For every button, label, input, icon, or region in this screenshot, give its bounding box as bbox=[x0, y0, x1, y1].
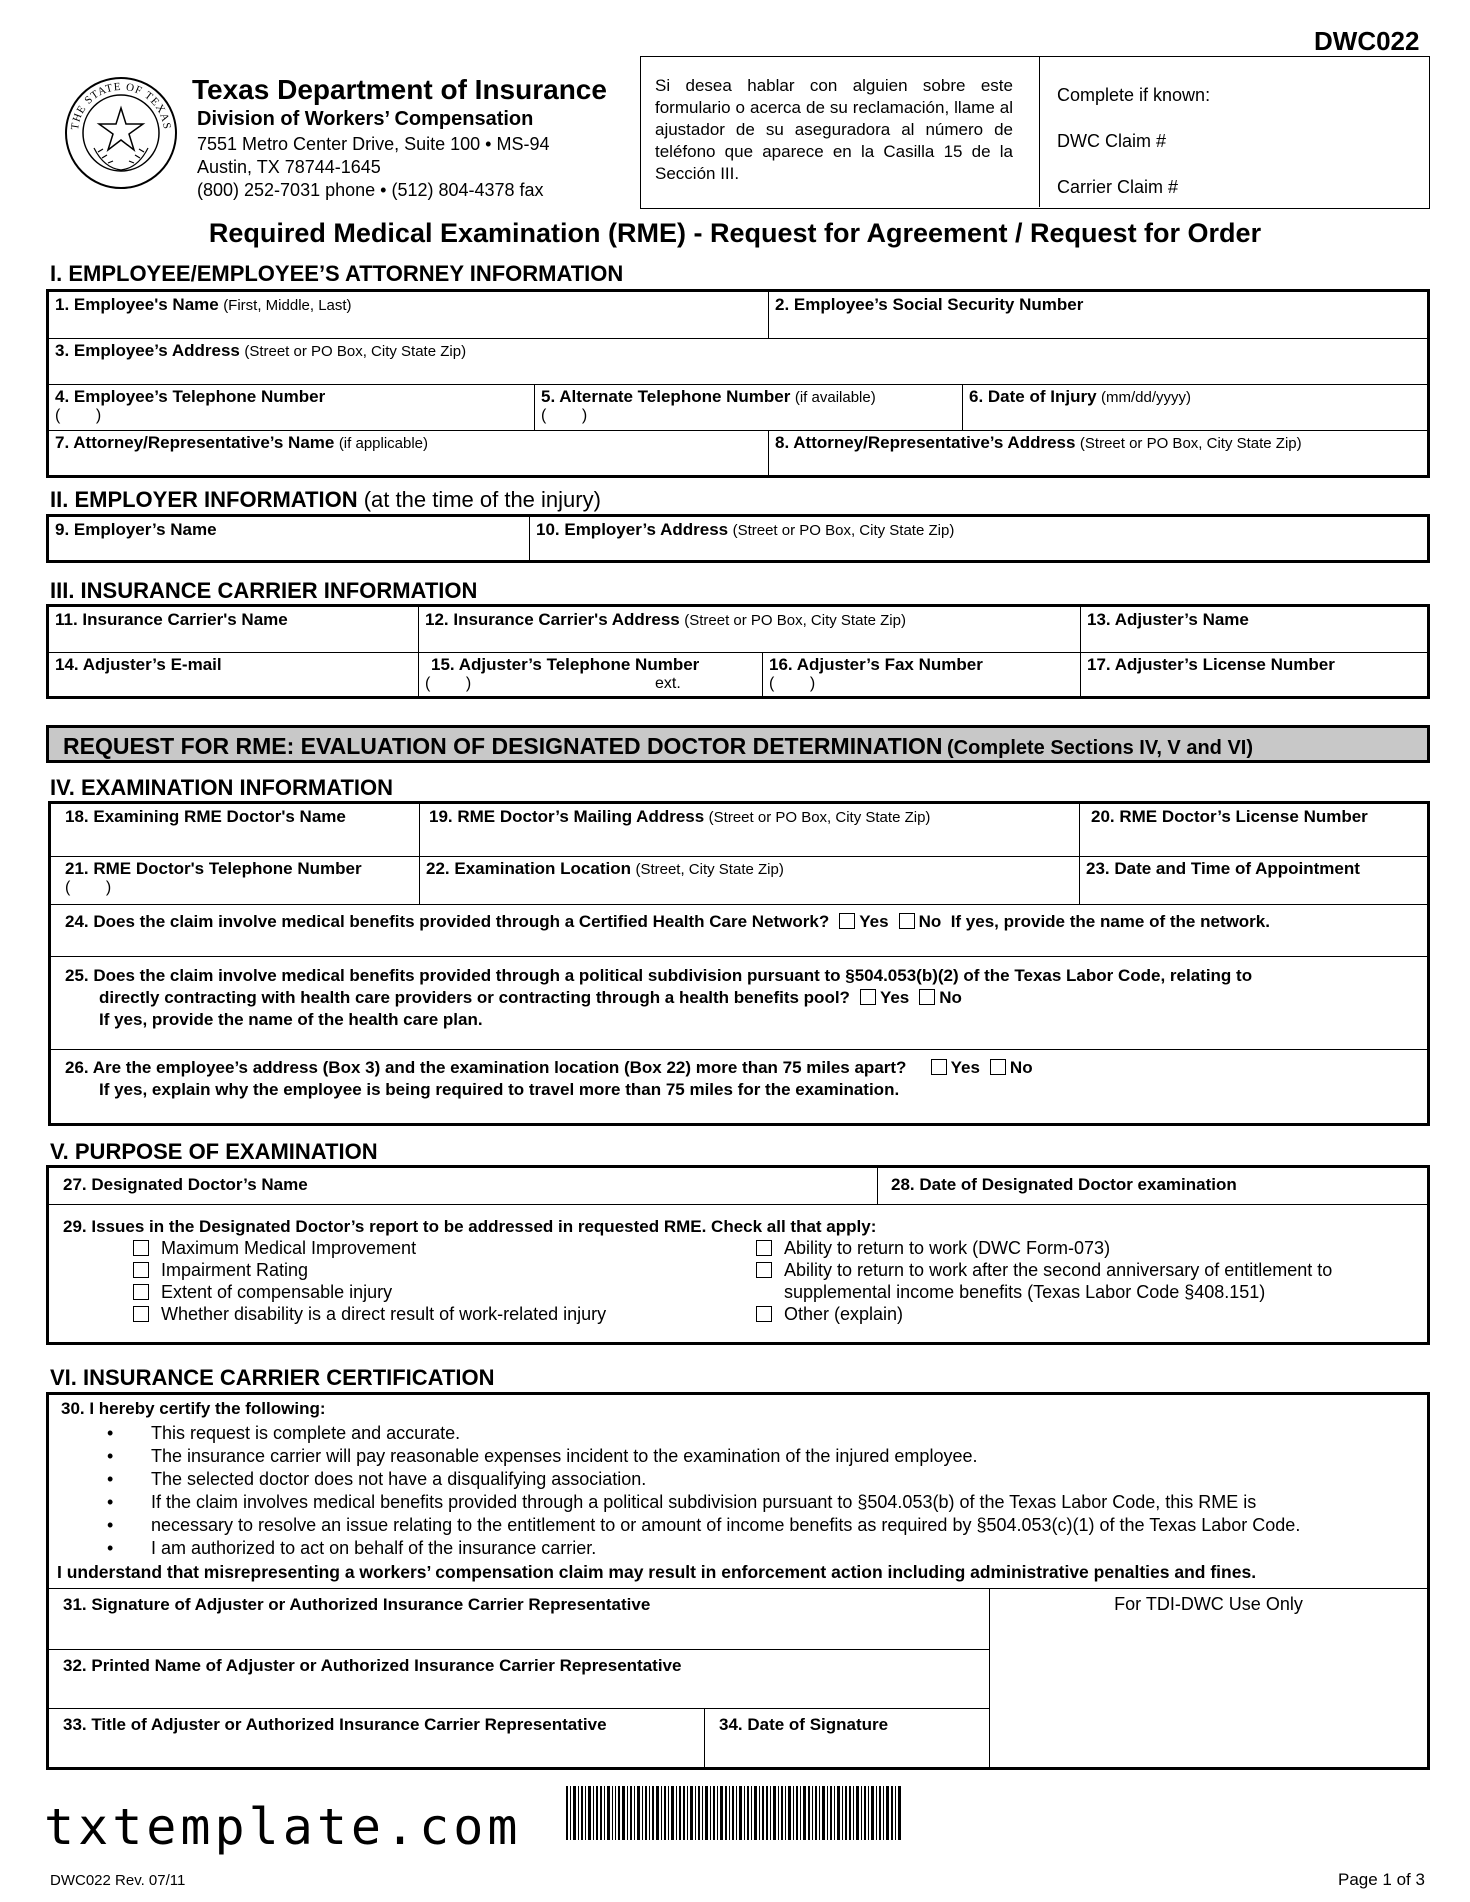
employer-address-field[interactable]: 10. Employer’s Address (Street or PO Box, City State Zip) bbox=[536, 520, 955, 539]
agency-address2: Austin, TX 78744-1645 bbox=[197, 157, 381, 177]
appointment-datetime-field[interactable]: 23. Date and Time of Appointment bbox=[1086, 859, 1360, 878]
question-24: 24. Does the claim involve medical benefits provided through a Certified Health Care Network? Yes No If yes, provide the name of the network. bbox=[65, 912, 1270, 931]
section1-box bbox=[46, 289, 1430, 478]
complete-if-known: Complete if known: bbox=[1057, 85, 1211, 105]
carrier-claim-number[interactable]: Carrier Claim # bbox=[1057, 177, 1179, 197]
rme-doctor-address-field[interactable]: 19. RME Doctor’s Mailing Address (Street or PO Box, City State Zip) bbox=[429, 807, 931, 826]
carrier-address-field[interactable]: 12. Insurance Carrier's Address (Street or PO Box, City State Zip) bbox=[425, 610, 906, 629]
agency-phones: (800) 252-7031 phone • (512) 804-4378 fax bbox=[197, 180, 544, 200]
issue-rtw-checkbox[interactable] bbox=[756, 1240, 772, 1256]
issue-other[interactable]: Other (explain) bbox=[756, 1304, 903, 1325]
agency-address1: 7551 Metro Center Drive, Suite 100 • MS-94 bbox=[197, 134, 550, 154]
misrepresentation-warning: I understand that misrepresenting a workers’ compensation claim may result in enforcement action including administrative penalties and fines. bbox=[57, 1562, 1257, 1582]
certification-heading: 30. I hereby certify the following: bbox=[61, 1399, 326, 1418]
designated-doctor-name-field[interactable]: 27. Designated Doctor’s Name bbox=[63, 1175, 308, 1194]
employee-name-field[interactable]: 1. Employee's Name (First, Middle, Last) bbox=[55, 295, 352, 314]
cert-item: • This request is complete and accurate. bbox=[49, 1422, 1427, 1445]
footer-revision: DWC022 Rev. 07/11 bbox=[50, 1872, 186, 1889]
adjuster-email-field[interactable]: 14. Adjuster’s E-mail bbox=[55, 655, 222, 674]
issue-disability[interactable]: Whether disability is a direct result of work-related injury bbox=[133, 1304, 606, 1325]
issue-rtw-sib-checkbox[interactable] bbox=[756, 1262, 772, 1278]
footer-page: Page 1 of 3 bbox=[1338, 1870, 1425, 1889]
issue-return-to-work-sib-cont: supplemental income benefits (Texas Labor Code §408.151) bbox=[784, 1282, 1266, 1302]
adjuster-phone-area-code: ( ) bbox=[425, 675, 472, 692]
section3-box bbox=[46, 604, 1430, 699]
issue-impairment-rating[interactable]: Impairment Rating bbox=[133, 1260, 308, 1281]
adjuster-phone-ext: ext. bbox=[655, 675, 681, 692]
q26-no-checkbox[interactable] bbox=[990, 1059, 1006, 1075]
claim-info-box bbox=[640, 56, 1430, 209]
issue-return-to-work[interactable]: Ability to return to work (DWC Form-073) bbox=[756, 1238, 1110, 1259]
rme-doctor-phone-area-code: ( ) bbox=[65, 879, 112, 896]
adjuster-printed-name-field[interactable]: 32. Printed Name of Adjuster or Authorized Insurance Carrier Representative bbox=[63, 1656, 682, 1675]
rme-request-banner: REQUEST FOR RME: EVALUATION OF DESIGNATED DOCTOR DETERMINATION (Complete Sections IV, V and VI) bbox=[46, 725, 1430, 763]
section5-box bbox=[46, 1165, 1430, 1345]
agency-name: Texas Department of Insurance bbox=[192, 74, 607, 105]
watermark: txtemplate.com bbox=[44, 1798, 522, 1856]
adjuster-fax-area-code: ( ) bbox=[769, 675, 816, 692]
alternate-phone-field[interactable]: 5. Alternate Telephone Number (if available) bbox=[541, 387, 876, 406]
issue-compensable-injury[interactable]: Extent of compensable injury bbox=[133, 1282, 392, 1303]
section6-box bbox=[46, 1392, 1430, 1770]
issue-mmi[interactable]: Maximum Medical Improvement bbox=[133, 1238, 416, 1259]
form-title: Required Medical Examination (RME) - Request for Agreement / Request for Order bbox=[208, 218, 1262, 248]
barcode bbox=[566, 1786, 902, 1840]
adjuster-title-field[interactable]: 33. Title of Adjuster or Authorized Insurance Carrier Representative bbox=[63, 1715, 607, 1734]
svg-text:THE STATE OF TEXAS: THE STATE OF TEXAS bbox=[69, 80, 173, 131]
carrier-name-field[interactable]: 11. Insurance Carrier's Name bbox=[55, 610, 288, 629]
q24-yes-checkbox[interactable] bbox=[839, 913, 855, 929]
issue-compensable-checkbox[interactable] bbox=[133, 1284, 149, 1300]
section1-heading: I. EMPLOYEE/EMPLOYEE’S ATTORNEY INFORMATION bbox=[50, 261, 624, 286]
issue-mmi-checkbox[interactable] bbox=[133, 1240, 149, 1256]
agency-division: Division of Workers’ Compensation bbox=[197, 108, 534, 130]
cert-item-cont: • necessary to resolve an issue relating to the entitlement to or amount of income benefits as required by §504.053(c)(1) of the Texas Labor Code. bbox=[49, 1514, 1427, 1537]
q25-no-checkbox[interactable] bbox=[919, 989, 935, 1005]
cert-item: • I am authorized to act on behalf of the insurance carrier. bbox=[49, 1537, 1427, 1560]
issue-disability-checkbox[interactable] bbox=[133, 1306, 149, 1322]
form-id: DWC022 bbox=[1314, 26, 1420, 56]
adjuster-signature-field[interactable]: 31. Signature of Adjuster or Authorized Insurance Carrier Representative bbox=[63, 1595, 651, 1614]
alternate-phone-area-code: ( ) bbox=[541, 407, 588, 424]
spanish-note: Si desea hablar con alguien sobre este formulario o acerca de su reclamación, llame al ajustador de su aseguradora al número de teléfono que aparece en la Casilla 15 de la Sección III. bbox=[655, 76, 1013, 183]
rme-doctor-name-field[interactable]: 18. Examining RME Doctor's Name bbox=[65, 807, 346, 826]
issue-other-checkbox[interactable] bbox=[756, 1306, 772, 1322]
attorney-name-field[interactable]: 7. Attorney/Representative’s Name (if applicable) bbox=[55, 433, 429, 452]
certification-list bbox=[49, 1422, 1427, 1560]
q24-no-checkbox[interactable] bbox=[899, 913, 915, 929]
employer-name-field[interactable]: 9. Employer’s Name bbox=[55, 520, 217, 539]
question-25: 25. Does the claim involve medical benefits provided through a political subdivision pursuant to §504.053(b)(2) of the Texas Labor Code, relating to directly contracting with health care providers or contracting through a health benefits pool? Yes No If yes, provide the name of the health care plan. bbox=[65, 966, 1253, 1029]
section4-box bbox=[48, 801, 1430, 1126]
state-seal bbox=[64, 76, 178, 190]
section6-heading: VI. INSURANCE CARRIER CERTIFICATION bbox=[50, 1365, 495, 1390]
question-29: 29. Issues in the Designated Doctor’s report to be addressed in requested RME. Check all that apply: bbox=[63, 1217, 877, 1236]
adjuster-name-field[interactable]: 13. Adjuster’s Name bbox=[1087, 610, 1249, 629]
section4-heading: IV. EXAMINATION INFORMATION bbox=[50, 775, 394, 800]
issue-return-to-work-sib[interactable]: Ability to return to work after the second anniversary of entitlement to bbox=[756, 1260, 1332, 1281]
adjuster-license-field[interactable]: 17. Adjuster’s License Number bbox=[1087, 655, 1335, 674]
q26-yes-checkbox[interactable] bbox=[931, 1059, 947, 1075]
section5-heading: V. PURPOSE OF EXAMINATION bbox=[50, 1139, 378, 1164]
examination-location-field[interactable]: 22. Examination Location (Street, City State Zip) bbox=[426, 859, 784, 878]
issue-impairment-checkbox[interactable] bbox=[133, 1262, 149, 1278]
section2-box bbox=[46, 514, 1430, 563]
employee-ssn-field[interactable]: 2. Employee’s Social Security Number bbox=[775, 295, 1084, 314]
tdi-use-only: For TDI-DWC Use Only bbox=[1114, 1594, 1303, 1614]
cert-item: • The selected doctor does not have a disqualifying association. bbox=[49, 1468, 1427, 1491]
rme-doctor-license-field[interactable]: 20. RME Doctor’s License Number bbox=[1091, 807, 1368, 826]
date-of-injury-field[interactable]: 6. Date of Injury (mm/dd/yyyy) bbox=[969, 387, 1191, 406]
attorney-address-field[interactable]: 8. Attorney/Representative’s Address (Street or PO Box, City State Zip) bbox=[775, 433, 1302, 452]
q25-yes-checkbox[interactable] bbox=[860, 989, 876, 1005]
employee-address-field[interactable]: 3. Employee’s Address (Street or PO Box, City State Zip) bbox=[55, 341, 467, 360]
designated-doctor-exam-date-field[interactable]: 28. Date of Designated Doctor examination bbox=[891, 1175, 1237, 1194]
dwc-claim-number[interactable]: DWC Claim # bbox=[1057, 131, 1167, 151]
employee-phone-area-code: ( ) bbox=[55, 407, 102, 424]
cert-item: • The insurance carrier will pay reasonable expenses incident to the examination of the injured employee. bbox=[49, 1445, 1427, 1468]
employee-phone-field[interactable]: 4. Employee’s Telephone Number bbox=[55, 387, 326, 406]
adjuster-phone-field[interactable]: 15. Adjuster’s Telephone Number bbox=[431, 655, 700, 674]
question-26: 26. Are the employee’s address (Box 3) and the examination location (Box 22) more than 75 miles apart? Yes No If yes, explain why the employee is being required to travel more than 75 miles for the examination. bbox=[65, 1058, 1033, 1099]
section3-heading: III. INSURANCE CARRIER INFORMATION bbox=[50, 578, 478, 603]
signature-date-field[interactable]: 34. Date of Signature bbox=[719, 1715, 889, 1734]
adjuster-fax-field[interactable]: 16. Adjuster’s Fax Number bbox=[769, 655, 983, 674]
cert-item: • If the claim involves medical benefits provided through a political subdivision pursuant to §504.053(b) of the Texas Labor Code, this RME is bbox=[49, 1491, 1427, 1514]
rme-doctor-phone-field[interactable]: 21. RME Doctor's Telephone Number bbox=[65, 859, 362, 878]
section2-heading: II. EMPLOYER INFORMATION (at the time of the injury) bbox=[50, 487, 601, 512]
